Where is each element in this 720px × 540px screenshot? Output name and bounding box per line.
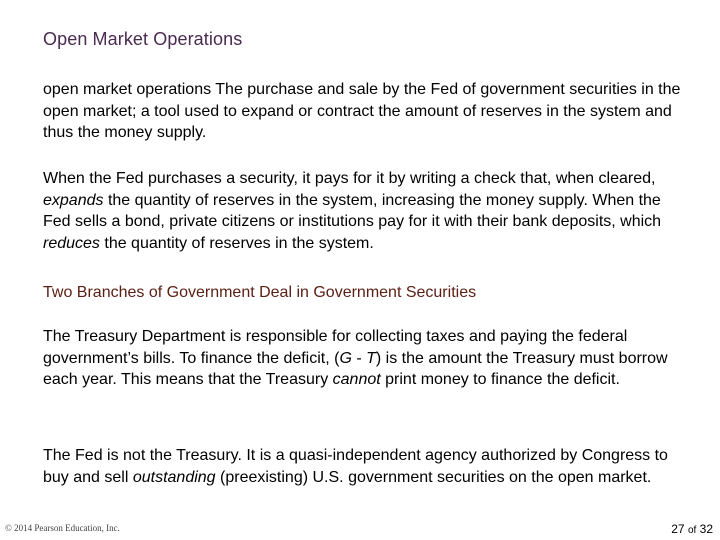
text-run: (preexisting) U.S. government securities on the open market. bbox=[215, 468, 652, 486]
treasury-paragraph bbox=[43, 326, 683, 391]
text-run: When the Fed purchases a security, it pays for it by writing a check that, when cleared, bbox=[43, 170, 656, 187]
definition-term: open market operations bbox=[43, 81, 212, 98]
text-run: - bbox=[351, 349, 367, 367]
slide-title: Open Market Operations bbox=[43, 29, 243, 49]
page-total: 32 bbox=[699, 522, 713, 536]
text-run: print money to finance the deficit. bbox=[380, 371, 620, 388]
page-number bbox=[671, 522, 713, 536]
copyright-notice: © 2014 Pearson Education, Inc. bbox=[5, 523, 120, 533]
fed-purchase-paragraph bbox=[43, 168, 683, 254]
text-run: the quantity of reserves in the system. bbox=[99, 234, 374, 252]
emphasis-reduces: reduces bbox=[43, 234, 100, 252]
emphasis-cannot: cannot bbox=[332, 371, 381, 388]
emphasis-expands: expands bbox=[43, 191, 104, 209]
page-current: 27 bbox=[671, 522, 685, 536]
variable-g: G bbox=[339, 349, 352, 367]
text-run: The Fed is not the Treasury. It is a quasi-independent agency authorized by Congress to buy and sell bbox=[43, 447, 668, 486]
variable-t: T bbox=[366, 349, 376, 367]
subheading: Two Branches of Government Deal in Government Securities bbox=[43, 284, 477, 301]
text-run: The Treasury Department is responsible for collecting taxes and paying the federal government’s bills. To finance the deficit, ( bbox=[43, 328, 628, 367]
page-of: of bbox=[687, 525, 697, 536]
text-run: the quantity of reserves in the system, increasing the money supply. When the Fed sells a bond, private citizens or institutions pay for it with their bank deposits, which bbox=[43, 191, 662, 230]
definition-paragraph bbox=[43, 79, 683, 144]
text-run: ) is the amount the Treasury must borrow each year. This means that the Treasury bbox=[43, 349, 668, 388]
emphasis-outstanding: outstanding bbox=[132, 468, 216, 486]
definition-text: The purchase and sale by the Fed of government securities in the open market; a tool used to expand or contract the amount of reserves in the system and thus the money supply. bbox=[43, 81, 681, 141]
fed-agency-paragraph bbox=[43, 445, 683, 488]
